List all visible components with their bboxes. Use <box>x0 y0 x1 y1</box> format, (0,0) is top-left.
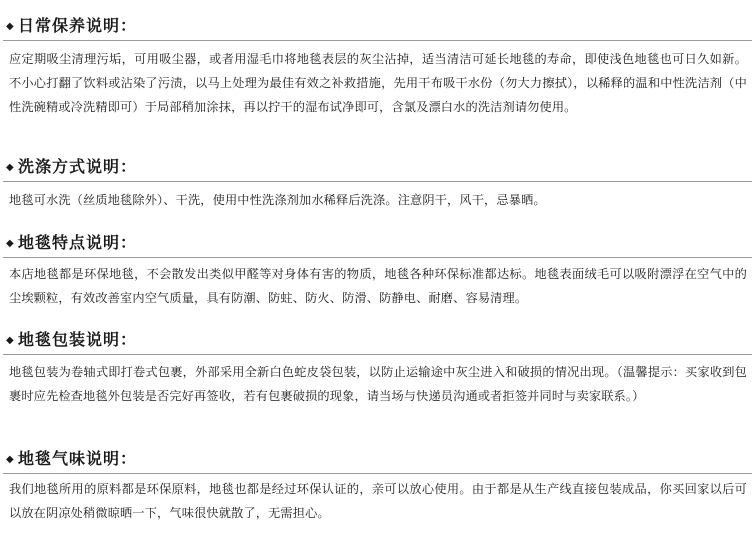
section-title <box>6 157 137 178</box>
section-divider <box>3 181 752 182</box>
section-title-text: 地毯特点说明： <box>18 233 138 252</box>
diamond-bullet-icon: ◆ <box>6 21 15 32</box>
diamond-bullet-icon: ◆ <box>6 238 15 249</box>
section-body: 应定期吸尘清理污垢，可用吸尘器，或者用湿毛巾将地毯表层的灰尘沾掉，适当清洁可延长地毯的寿命，即使浅色地毯也可日久如新。不小心打翻了饮料或沾染了污渍，以马上处理为最佳有效之补救措施，先用干布吸干水份（勿大力擦拭），以稀释的温和中性洗洁剂（中性洗碗精或冷洗精即可）于局部稍加涂抹，再以拧干的湿布试净即可，含氯及漂白水的洗洁剂请勿使用。 <box>9 52 747 114</box>
section-body: 地毯可水洗（丝质地毯除外）、干洗，使用中性洗涤剂加水稀释后洗涤。注意阴干，风干，忌暴晒。 <box>9 193 546 207</box>
section-title-text: 地毯气味说明： <box>18 449 138 468</box>
diamond-bullet-icon: ◆ <box>6 162 15 173</box>
diamond-bullet-icon: ◆ <box>6 454 15 465</box>
diamond-bullet-icon: ◆ <box>6 335 15 346</box>
section-title-text: 洗涤方式说明： <box>18 157 138 176</box>
section-title-text: 地毯包装说明： <box>18 330 138 349</box>
section-divider <box>3 257 752 258</box>
section-title-text: 日常保养说明： <box>18 16 138 35</box>
section-title <box>6 16 137 37</box>
section-body: 本店地毯都是环保地毯，不会散发出类似甲醛等对身体有害的物质，地毯各种环保标准都达标。地毯表面绒毛可以吸附漂浮在空气中的尘埃颗粒，有效改善室内空气质量，具有防潮、防蛀、防火、防滑、防静电、耐磨、容易清理。 <box>9 267 747 305</box>
section-divider <box>3 40 752 41</box>
section-body: 地毯包装为卷轴式即打卷式包裹，外部采用全新白色蛇皮袋包装，以防止运输途中灰尘进入和破损的情况出现。（温馨提示：买家收到包裹时应先检查地毯外包装是否完好再签收，若有包裹破损的现象，请当场与快递员沟通或者拒签并同时与卖家联系。） <box>9 365 747 403</box>
section-title <box>6 449 137 470</box>
section-body: 我们地毯所用的原料都是环保原料，地毯也都是经过环保认证的，亲可以放心使用。由于都是从生产线直接包装成品，你买回家以后可以放在阴凉处稍微晾晒一下，气味很快就散了，无需担心。 <box>9 482 747 520</box>
section-title <box>6 233 137 254</box>
section-title <box>6 330 137 351</box>
section-divider <box>3 473 752 474</box>
section-divider <box>3 354 752 355</box>
